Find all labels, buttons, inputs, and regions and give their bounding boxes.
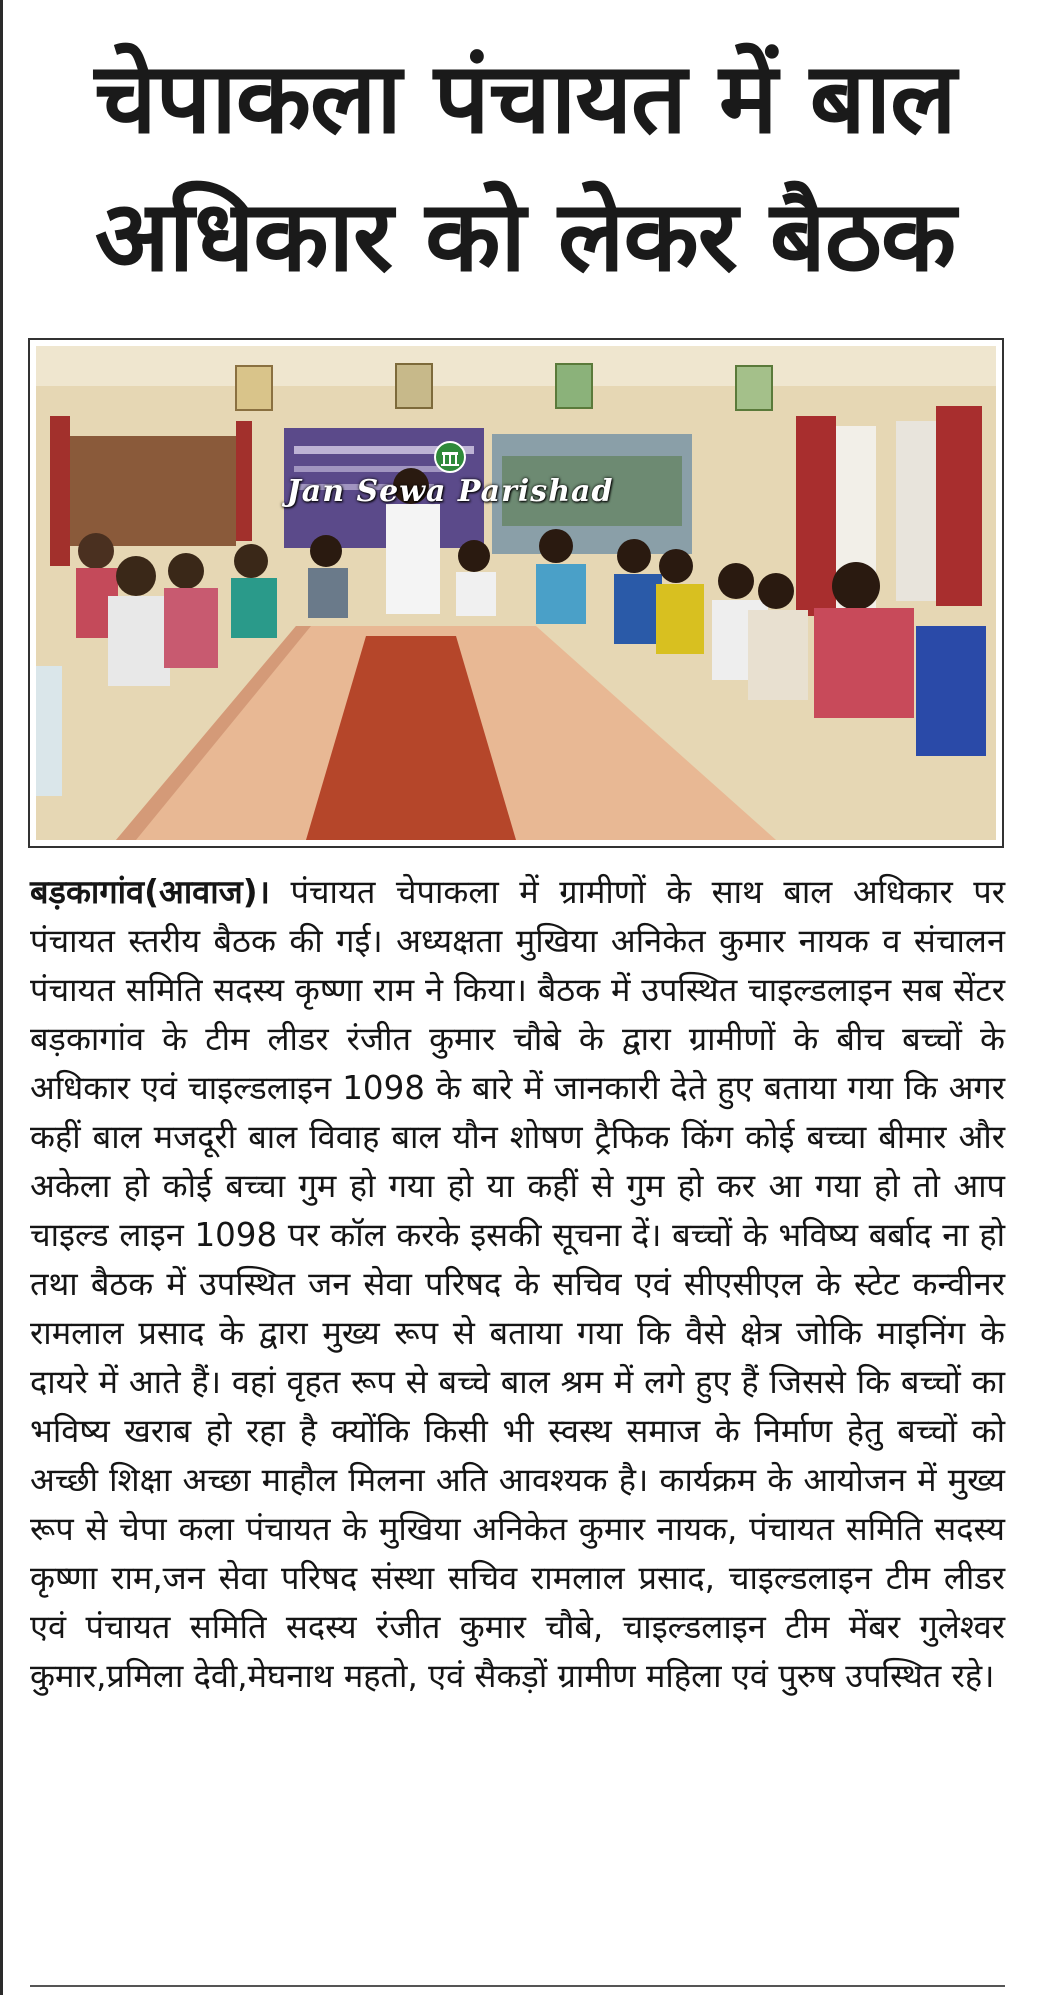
article-dateline: बड़कागांव(आवाज)।	[30, 873, 270, 911]
watermark-text: Jan Sewa Parishad	[286, 474, 614, 509]
article-text: पंचायत चेपाकला में ग्रामीणों के साथ बाल अधिकार पर पंचायत स्तरीय बैठक की गई। अध्यक्षता मुखिया अनिकेत कुमार नायक व संचालन पंचायत समिति सदस्य कृष्णा राम ने किया। बैठक में उपस्थित चाइल्डलाइन सब सेंटर बड़कागांव के टीम लीडर रंजीत कुमार चौबे के द्वारा ग्रामीणों के बीच बच्चों के अधिकार एवं चाइल्डलाइन 1098 के बारे में जानकारी देते हुए बताया गया कि अगर कहीं बाल मजदूरी बाल विवाह बाल यौन शोषण ट्रैफिक किंग कोई बच्चा बीमार और अकेला हो कोई बच्चा गुम हो गया हो या कहीं से गुम हो कर आ गया हो तो आप चाइल्ड लाइन 1098 पर कॉल करके इसकी सूचना दें। बच्चों के भविष्य बर्बाद ना हो तथा बैठक में उपस्थित जन सेवा परिषद के सचिव एवं सीएसीएल के स्टेट कन्वीनर रामलाल प्रसाद के द्वारा मुख्य रूप से बताया गया कि वैसे क्षेत्र जोकि माइनिंग के दायरे में आते हैं। वहां वृहत रूप से बच्चे बाल श्रम में लगे हुए हैं जिससे कि बच्चों का भविष्य खराब हो रहा है क्योंकि किसी भी स्वस्थ समाज के निर्माण हेतु बच्चों को अच्छी शिक्षा अच्छा माहौल मिलना अति आवश्यक है। कार्यक्रम के आयोजन में मुख्य रूप से चेपा कला पंचायत के मुखिया अनिकेत कुमार नायक, पंचायत समिति सदस्य कृष्णा राम,जन सेवा परिषद संस्था सचिव रामलाल प्रसाद, चाइल्डलाइन टीम लीडर एवं पंचायत समिति सदस्य रंजीत कुमार चौबे, चाइल्डलाइन टीम मेंबर गुलेश्वर कुमार,प्रमिला देवी,मेघनाथ महतो, एवं सैकड़ों ग्रामीण महिला एवं पुरुष उपस्थित रहे।	[30, 873, 1005, 1695]
page-left-border	[0, 0, 3, 1995]
headline: चेपाकला पंचायत में बाल अधिकार को लेकर बैठक	[94, 42, 956, 294]
jan-sewa-parishad-logo	[433, 440, 467, 474]
article-body	[30, 868, 1005, 1701]
watermark	[270, 440, 630, 509]
news-photo-frame	[28, 338, 1004, 848]
meeting-photo	[36, 346, 996, 840]
bottom-divider	[30, 1985, 1005, 1987]
